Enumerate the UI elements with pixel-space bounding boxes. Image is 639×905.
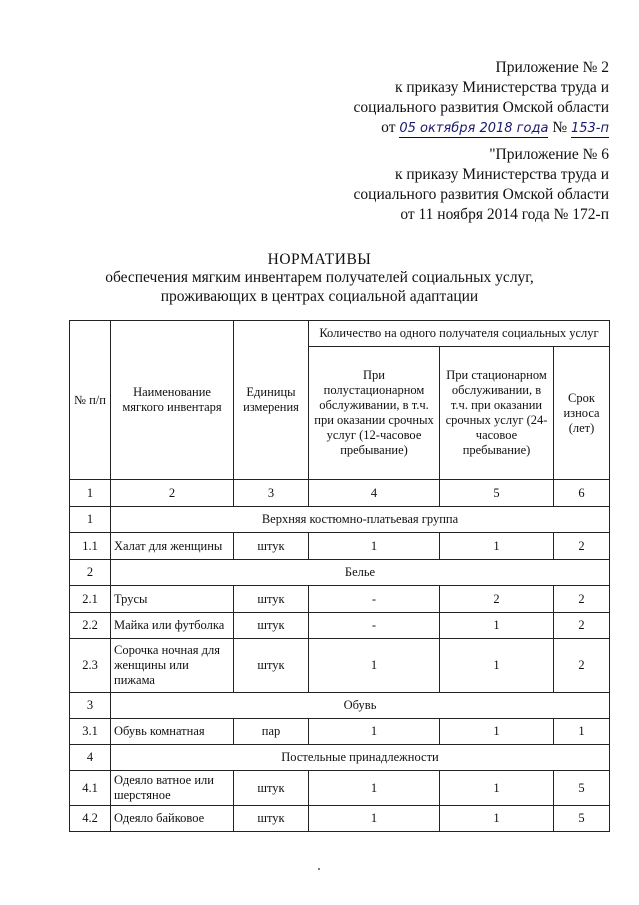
item-number: 4.1 bbox=[70, 771, 111, 806]
header-unit: Единицы измерения bbox=[234, 321, 309, 480]
header-semi-stationary: При полустационарном обслуживании, в т.ч. при оказании срочных услуг (12-часовое пребывание) bbox=[309, 347, 440, 480]
item-qty-stationary: 2 bbox=[440, 586, 554, 613]
group-number: 1 bbox=[70, 507, 111, 533]
group-title: Постельные принадлежности bbox=[111, 745, 610, 771]
item-qty-semi-stationary: 1 bbox=[309, 533, 440, 560]
handwritten-number: 153-п bbox=[570, 121, 609, 136]
item-qty-stationary: 1 bbox=[440, 771, 554, 806]
item-qty-stationary: 1 bbox=[440, 533, 554, 560]
column-number: 1 bbox=[70, 480, 111, 507]
column-number: 5 bbox=[440, 480, 554, 507]
item-wear-period: 1 bbox=[554, 719, 610, 745]
item-qty-semi-stationary: - bbox=[309, 613, 440, 639]
column-number: 3 bbox=[234, 480, 309, 507]
handwritten-date: 05 октября 2018 года bbox=[399, 121, 549, 136]
table-row bbox=[70, 806, 610, 832]
header-wear-period: Срок износа (лет) bbox=[554, 347, 610, 480]
column-number: 6 bbox=[554, 480, 610, 507]
item-wear-period: 2 bbox=[554, 639, 610, 693]
group-title: Белье bbox=[111, 560, 610, 586]
norms-table bbox=[69, 320, 610, 832]
group-title: Обувь bbox=[111, 693, 610, 719]
appendix-2-order-line: к приказу Министерства труда и bbox=[394, 79, 609, 96]
item-number: 1.1 bbox=[70, 533, 111, 560]
item-qty-stationary: 1 bbox=[440, 719, 554, 745]
table-row bbox=[70, 586, 610, 613]
document-subtitle-1: обеспечения мягким инвентарем получателей социальных услуг, bbox=[105, 269, 534, 286]
item-qty-stationary: 1 bbox=[440, 613, 554, 639]
column-number-row bbox=[70, 480, 610, 507]
item-number: 4.2 bbox=[70, 806, 111, 832]
column-number: 2 bbox=[111, 480, 234, 507]
item-qty-semi-stationary: 1 bbox=[309, 771, 440, 806]
group-row bbox=[70, 560, 610, 586]
document-subtitle-2: проживающих в центрах социальной адаптации bbox=[160, 288, 479, 305]
item-number: 2.2 bbox=[70, 613, 111, 639]
item-wear-period: 2 bbox=[554, 533, 610, 560]
item-unit: штук bbox=[234, 586, 309, 613]
item-wear-period: 5 bbox=[554, 771, 610, 806]
appendix-2-header bbox=[354, 58, 609, 138]
item-name: Майка или футболка bbox=[111, 613, 234, 639]
document-title: НОРМАТИВЫ bbox=[267, 251, 372, 268]
header-name: Наименование мягкого инвентаря bbox=[111, 321, 234, 480]
appendix-6-date-line: от 11 ноября 2014 года № 172-п bbox=[400, 206, 609, 223]
appendix-6-order-line: к приказу Министерства труда и bbox=[394, 166, 609, 183]
item-unit: штук bbox=[234, 613, 309, 639]
group-row bbox=[70, 507, 610, 533]
table-row bbox=[70, 639, 610, 693]
item-qty-semi-stationary: 1 bbox=[309, 806, 440, 832]
item-unit: штук bbox=[234, 771, 309, 806]
item-name: Сорочка ночная для женщины или пижама bbox=[111, 639, 234, 693]
table-row bbox=[70, 613, 610, 639]
date-prefix: от bbox=[381, 119, 396, 136]
item-qty-stationary: 1 bbox=[440, 806, 554, 832]
item-qty-semi-stationary: 1 bbox=[309, 719, 440, 745]
item-wear-period: 5 bbox=[554, 806, 610, 832]
group-number: 4 bbox=[70, 745, 111, 771]
item-unit: штук bbox=[234, 639, 309, 693]
item-unit: пар bbox=[234, 719, 309, 745]
item-qty-stationary: 1 bbox=[440, 639, 554, 693]
group-row bbox=[70, 693, 610, 719]
column-number: 4 bbox=[309, 480, 440, 507]
item-unit: штук bbox=[234, 806, 309, 832]
item-number: 2.3 bbox=[70, 639, 111, 693]
item-name: Обувь комнатная bbox=[111, 719, 234, 745]
number-sign: № bbox=[552, 119, 568, 136]
table-row bbox=[70, 719, 610, 745]
header-stationary: При стационарном обслуживании, в т.ч. при оказании срочных услуг (24-часовое пребывание) bbox=[440, 347, 554, 480]
item-number: 3.1 bbox=[70, 719, 111, 745]
scan-speck bbox=[318, 868, 320, 870]
appendix-6-ministry-line: социального развития Омской области bbox=[353, 186, 609, 203]
item-qty-semi-stationary: - bbox=[309, 586, 440, 613]
appendix-2-ministry-line: социального развития Омской области bbox=[353, 99, 609, 116]
appendix-2-date-line bbox=[354, 118, 609, 138]
item-unit: штук bbox=[234, 533, 309, 560]
item-number: 2.1 bbox=[70, 586, 111, 613]
group-title: Верхняя костюмно-платьевая группа bbox=[111, 507, 610, 533]
item-name: Трусы bbox=[111, 586, 234, 613]
item-qty-semi-stationary: 1 bbox=[309, 639, 440, 693]
item-name: Халат для женщины bbox=[111, 533, 234, 560]
group-number: 3 bbox=[70, 693, 111, 719]
appendix-2-title: Приложение № 2 bbox=[495, 59, 609, 76]
header-row-1 bbox=[70, 321, 610, 347]
item-name: Одеяло ватное или шерстяное bbox=[111, 771, 234, 806]
table-row bbox=[70, 533, 610, 560]
item-wear-period: 2 bbox=[554, 613, 610, 639]
appendix-6-header bbox=[354, 145, 609, 225]
group-number: 2 bbox=[70, 560, 111, 586]
header-quantity: Количество на одного получателя социальных услуг bbox=[309, 321, 610, 347]
header-num: № п/п bbox=[70, 321, 111, 480]
item-wear-period: 2 bbox=[554, 586, 610, 613]
item-name: Одеяло байковое bbox=[111, 806, 234, 832]
group-row bbox=[70, 745, 610, 771]
appendix-6-title: "Приложение № 6 bbox=[489, 146, 609, 163]
table-row bbox=[70, 771, 610, 806]
